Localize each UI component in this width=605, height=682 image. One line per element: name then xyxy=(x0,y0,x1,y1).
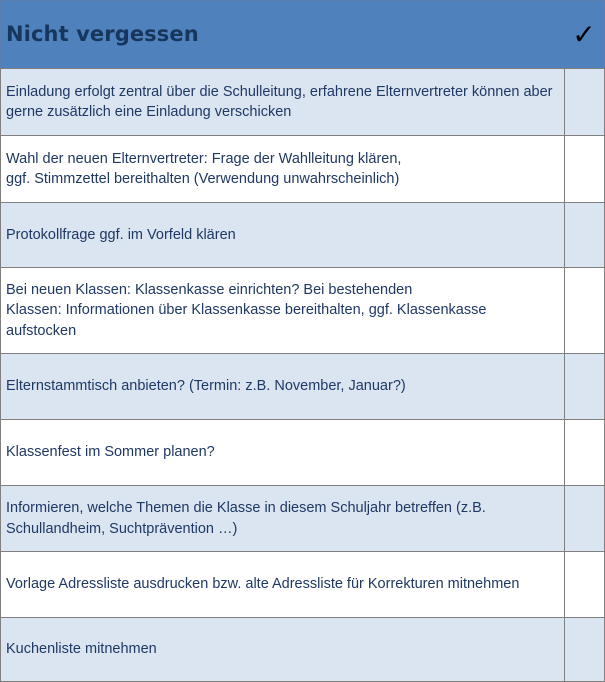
item-checkbox-cell[interactable] xyxy=(564,486,604,551)
item-checkbox-cell[interactable] xyxy=(564,552,604,617)
checklist-row xyxy=(0,419,605,485)
header-title: Nicht vergessen xyxy=(6,22,199,47)
item-text: Protokollfrage ggf. im Vorfeld klären xyxy=(6,226,236,243)
checklist-row xyxy=(0,202,605,267)
item-checkbox-cell[interactable] xyxy=(564,420,604,485)
checklist-row xyxy=(0,135,605,202)
item-text: Wahl der neuen Elternvertreter: Frage der Wahlleitung klären, ggf. Stimmzettel bereithalten (Verwendung unwahrscheinlich) xyxy=(6,150,402,187)
checklist-row xyxy=(0,68,605,135)
item-checkbox-cell[interactable] xyxy=(564,136,604,202)
checklist-row xyxy=(0,617,605,682)
item-text: Einladung erfolgt zentral über die Schulleitung, erfahrene Elternvertreter können aber gerne zusätzlich eine Einladung verschicken xyxy=(6,83,553,120)
item-text: Vorlage Adressliste ausdrucken bzw. alte Adressliste für Korrekturen mitnehmen xyxy=(6,576,520,593)
item-checkbox-cell[interactable] xyxy=(564,69,604,135)
item-checkbox-cell[interactable] xyxy=(564,618,604,681)
check-mark-icon: ✓ xyxy=(572,17,596,51)
header-row xyxy=(0,0,605,68)
checklist-row xyxy=(0,485,605,551)
checklist-row xyxy=(0,551,605,617)
item-text: Elternstammtisch anbieten? (Termin: z.B. November, Januar?) xyxy=(6,378,406,395)
item-text: Klassenfest im Sommer planen? xyxy=(6,444,215,461)
header-check-cell xyxy=(564,1,604,68)
item-checkbox-cell[interactable] xyxy=(564,203,604,267)
item-text: Bei neuen Klassen: Klassenkasse einrichten? Bei bestehenden Klassen: Informationen über Klassenkasse bereithalten, ggf. Klassenkasse aufstocken xyxy=(6,281,487,339)
item-text: Kuchenliste mitnehmen xyxy=(6,641,157,658)
item-checkbox-cell[interactable] xyxy=(564,268,604,353)
item-checkbox-cell[interactable] xyxy=(564,354,604,419)
item-text: Informieren, welche Themen die Klasse in diesem Schuljahr betreffen (z.B. Schullandheim, Suchtprävention …) xyxy=(6,500,486,537)
checklist-row xyxy=(0,267,605,353)
checklist-row xyxy=(0,353,605,419)
